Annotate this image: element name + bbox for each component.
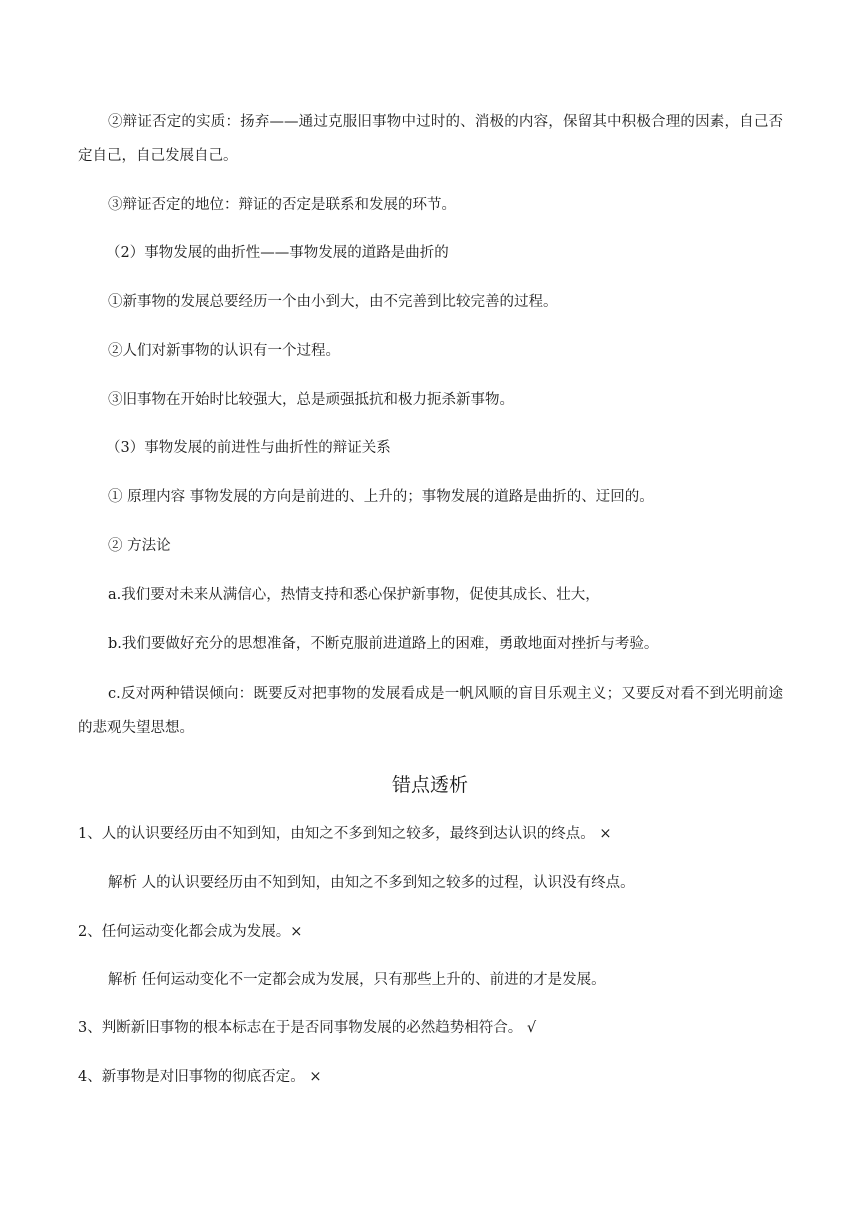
- paragraph-new-thing-growth: ①新事物的发展总要经历一个由小到大，由不完善到比较完善的过程。: [108, 294, 558, 310]
- question-1: 1、人的认识要经历由不知到知，由知之不多到知之较多，最终到达认识的终点。 ×: [78, 826, 612, 842]
- paragraph-dialectical-negation-status: ③辩证否定的地位：辩证的否定是联系和发展的环节。: [108, 197, 456, 213]
- paragraph-old-thing-resistance: ③旧事物在开始时比较强大，总是顽强抵抗和极力扼杀新事物。: [108, 392, 514, 408]
- paragraph-method-b: b.我们要做好充分的思想准备，不断克服前进道路上的困难，勇敢地面对挫折与考验。: [108, 636, 659, 652]
- paragraph-methodology: ② 方法论: [108, 538, 171, 554]
- section-title: 错点透析: [391, 774, 468, 796]
- subheading-tortuous-development: （2）事物发展的曲折性——事物发展的道路是曲折的: [106, 245, 449, 261]
- paragraph-principle-content: ① 原理内容 事物发展的方向是前进的、上升的；事物发展的道路是曲折的、迂回的。: [108, 489, 654, 505]
- subheading-dialectical-relation: （3）事物发展的前进性与曲折性的辩证关系: [106, 440, 391, 456]
- question-2: 2、任何运动变化都会成为发展。×: [78, 924, 303, 940]
- paragraph-method-c: c.反对两种错误倾向：既要反对把事物的发展看成是一帆风顺的盲目乐观主义；又要反对看不到光明前途的悲观失望思想。: [78, 686, 783, 736]
- question-3: 3、判断新旧事物的根本标志在于是否同事物发展的必然趋势相符合。 √: [78, 1020, 537, 1036]
- paragraph-method-a: a.我们要对未来从满信心，热情支持和悉心保护新事物，促使其成长、壮大，: [108, 587, 600, 603]
- analysis-1: 解析 人的认识要经历由不知到知，由知之不多到知之较多的过程，认识没有终点。: [108, 875, 635, 891]
- analysis-2: 解析 任何运动变化不一定都会成为发展，只有那些上升的、前进的才是发展。: [108, 972, 606, 988]
- paragraph-people-cognition: ②人们对新事物的认识有一个过程。: [108, 343, 340, 359]
- question-4: 4、新事物是对旧事物的彻底否定。 ×: [78, 1069, 322, 1085]
- paragraph-dialectical-negation-essence: ②辩证否定的实质：扬弃——通过克服旧事物中过时的、消极的内容，保留其中积极合理的因素，自己否定自己，自己发展自己。: [78, 114, 783, 164]
